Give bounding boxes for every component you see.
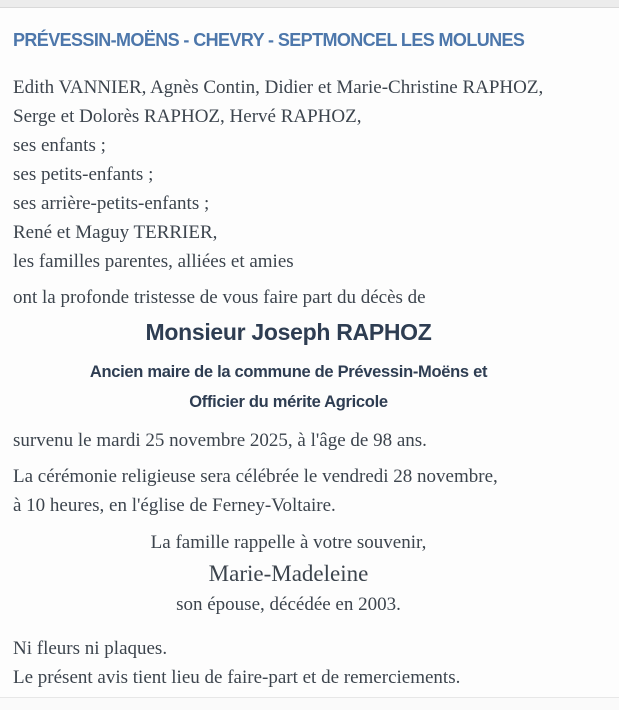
closing-paragraph [13, 634, 564, 692]
deceased-name: Monsieur Joseph RAPHOZ [145, 319, 432, 345]
family-line: ses enfants ; [13, 135, 106, 156]
family-paragraph [13, 73, 564, 276]
family-line: ses arrière-petits-enfants ; [13, 193, 210, 214]
deceased-titles [13, 357, 564, 417]
closing-line: Ni fleurs ni plaques. [13, 638, 168, 659]
spouse-name: Marie-Madeleine [208, 561, 369, 586]
ceremony-line: La cérémonie religieuse sera célébrée le vendredi 28 novembre, [13, 466, 498, 487]
top-bar [0, 0, 619, 8]
deceased-title-line: Ancien maire de la commune de Prévessin-Moëns et [89, 363, 488, 381]
family-line: Edith VANNIER, Agnès Contin, Didier et Marie-Christine RAPHOZ, [13, 77, 544, 98]
family-line: René et Maguy TERRIER, [13, 222, 218, 243]
bottom-bar [0, 697, 619, 710]
towns-header: PRÉVESSIN-MOËNS - CHEVRY - SEPTMONCEL LES MOLUNES [13, 30, 525, 50]
ceremony-line: à 10 heures, en l'église de Ferney-Voltaire. [13, 495, 336, 516]
death-details-line: survenu le mardi 25 novembre 2025, à l'âge de 98 ans. [13, 430, 427, 451]
spouse-note: son épouse, décédée en 2003. [176, 594, 401, 615]
announcement-line: ont la profonde tristesse de vous faire part du décès de [13, 287, 426, 308]
closing-line: Le présent avis tient lieu de faire-part et de remerciements. [13, 667, 461, 688]
family-line: Serge et Dolorès RAPHOZ, Hervé RAPHOZ, [13, 106, 362, 127]
ceremony-paragraph [13, 462, 564, 520]
family-line: ses petits-enfants ; [13, 164, 154, 185]
family-line: les familles parentes, alliées et amies [13, 251, 294, 272]
remembrance-block [13, 528, 564, 619]
deceased-title-line: Officier du mérite Agricole [189, 393, 388, 411]
obituary-notice [0, 29, 619, 692]
remembrance-intro: La famille rappelle à votre souvenir, [150, 532, 427, 553]
